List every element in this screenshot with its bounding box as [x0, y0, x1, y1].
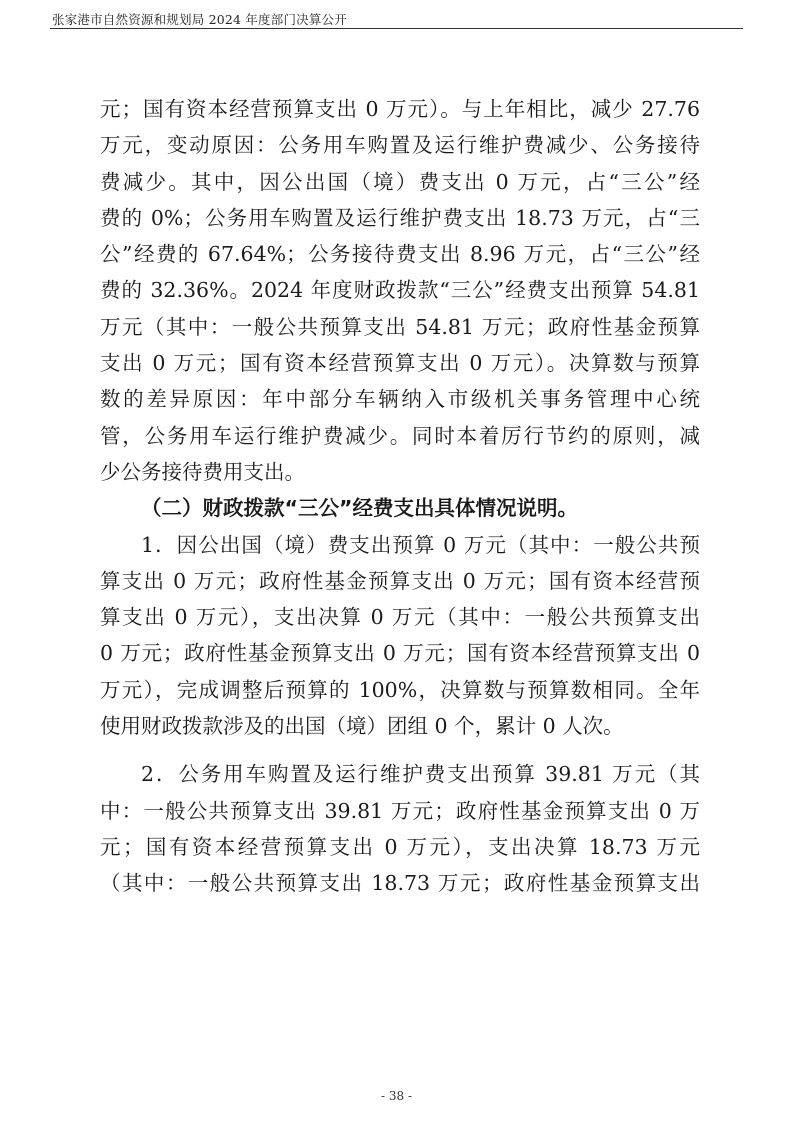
- text-line: 费减少。其中，因公出国（境）费支出 0 万元，占“三公”经: [100, 169, 700, 194]
- text-line: 元；国有资本经营预算支出 0 万元）。与上年相比，减少 27.76: [100, 97, 700, 121]
- section-heading: （二）财政拨款“三公”经费支出具体情况说明。: [141, 496, 578, 521]
- text-line: 数的差异原因：年中部分车辆纳入市级机关事务管理中心统: [100, 387, 700, 412]
- paragraph-overseas-travel-expenses: [100, 527, 700, 745]
- text-line: 万元，变动原因：公务用车购置及运行维护费减少、公务接待: [100, 133, 700, 158]
- text-line: 使用财政拨款涉及的出国（境）团组 0 个，累计 0 人次。: [100, 714, 624, 739]
- text-line: 算支出 0 万元；政府性基金预算支出 0 万元；国有资本经营预: [100, 568, 700, 593]
- text-line: 少公务接待费用支出。: [100, 459, 305, 484]
- text-line: 元；国有资本经营预算支出 0 万元），支出决算 18.73 万元: [100, 834, 700, 859]
- text-line: （其中：一般公共预算支出 18.73 万元；政府性基金预算支出: [100, 871, 700, 896]
- page-header-title: 张家港市自然资源和规划局 2024 年度部门决算公开: [52, 12, 347, 27]
- text-line: 管，公务用车运行维护费减少。同时本着厉行节约的原则，减: [100, 423, 700, 448]
- text-line: 费的 0%；公务用车购置及运行维护费支出 18.73 万元，占“三: [100, 205, 700, 230]
- text-line: 万元），完成调整后预算的 100%，决算数与预算数相同。全年: [100, 677, 700, 702]
- paragraph-spacer: [100, 744, 700, 756]
- text-line: 1．因公出国（境）费支出预算 0 万元（其中：一般公共预: [141, 532, 700, 557]
- header-divider: [50, 28, 743, 29]
- page-number: - 38 -: [380, 1089, 412, 1103]
- text-line: 费的 32.36%。2024 年度财政拨款“三公”经费支出预算 54.81: [100, 278, 700, 303]
- text-line: 支出 0 万元；国有资本经营预算支出 0 万元）。决算数与预算: [100, 351, 700, 376]
- document-body: [100, 91, 700, 902]
- paragraph-vehicle-expenses: [100, 756, 700, 901]
- text-line: 2．公务用车购置及运行维护费支出预算 39.81 万元（其: [141, 762, 700, 787]
- text-line: 0 万元；政府性基金预算支出 0 万元；国有资本经营预算支出 0: [100, 641, 700, 666]
- paragraph-three-public-expenses-summary: [100, 91, 700, 490]
- text-line: 算支出 0 万元），支出决算 0 万元（其中：一般公共预算支出: [100, 605, 700, 630]
- text-line: 万元（其中：一般公共预算支出 54.81 万元；政府性基金预算: [100, 314, 700, 339]
- text-line: 中：一般公共预算支出 39.81 万元；政府性基金预算支出 0 万: [100, 798, 700, 823]
- text-line: 公”经费的 67.64%；公务接待费支出 8.96 万元，占“三公”经: [100, 242, 700, 267]
